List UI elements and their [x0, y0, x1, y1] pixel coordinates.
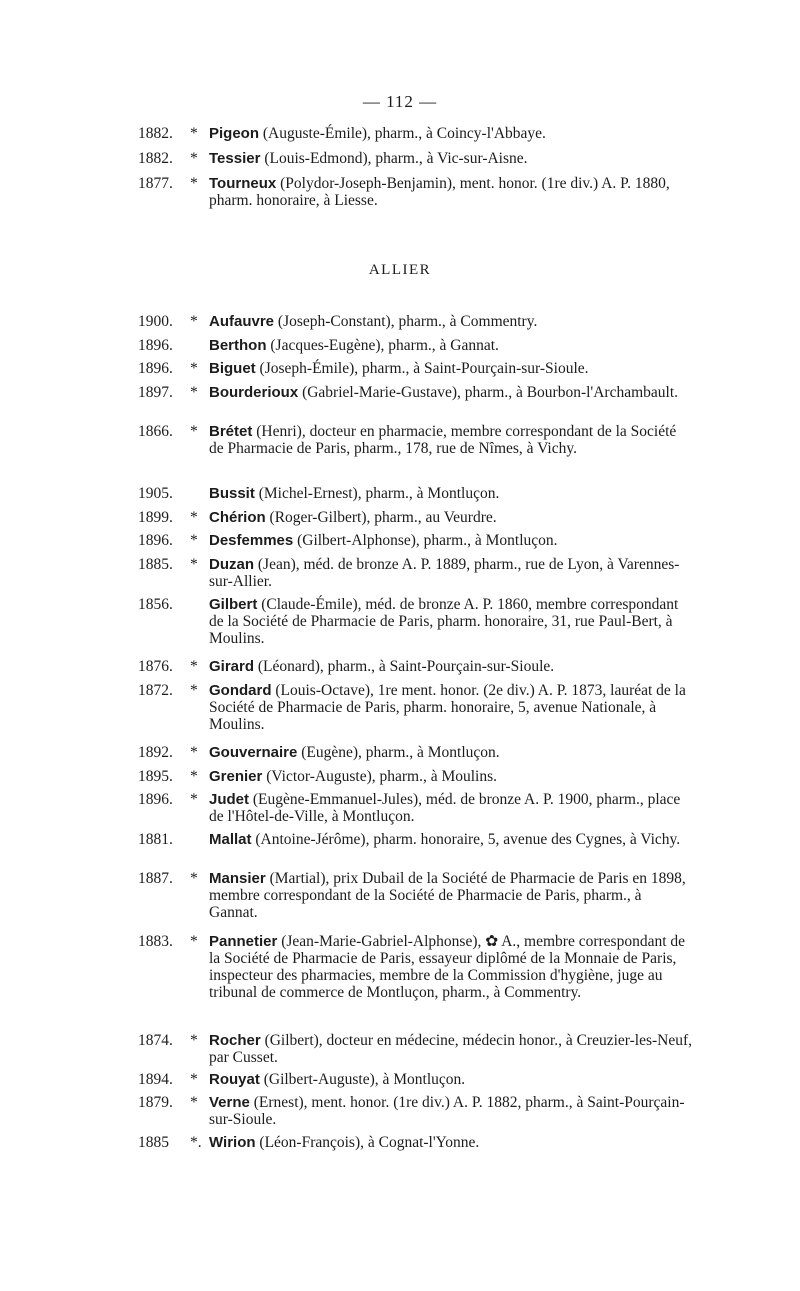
entry-name: Gilbert [209, 596, 258, 613]
entry-year: 1896. [138, 532, 173, 549]
entry-description: (Eugène-Emmanuel-Jules), méd. de bronze A. P. 1900, pharm., place de l'Hôtel-de-Ville, à Montluçon. [209, 791, 681, 825]
entry-name: Verne [209, 1094, 250, 1111]
entry-star: * [190, 150, 198, 167]
entry-name: Tourneux [209, 175, 277, 192]
entry-star: * [190, 744, 198, 761]
entry-description: (Gilbert-Alphonse), pharm., à Montluçon. [293, 532, 558, 549]
entry-name: Rouyat [209, 1071, 260, 1088]
entry-description: (Léon-François), à Cognat-l'Yonne. [255, 1134, 480, 1151]
entry-year: 1874. [138, 1032, 173, 1049]
entry-description: (Claude-Émile), méd. de bronze A. P. 1860, membre correspondant de la Société de Pharmacie de Paris, pharm. honoraire, 31, rue Paul-Bert, à Moulins. [209, 596, 679, 647]
entry-description: (Joseph-Émile), pharm., à Saint-Pourçain-sur-Sioule. [255, 360, 589, 377]
entry-star: * [190, 423, 198, 440]
entry-year: 1892. [138, 744, 173, 761]
entry-name: Tessier [209, 150, 261, 167]
entry-year: 1866. [138, 423, 173, 440]
entry-name: Gondard [209, 682, 272, 699]
entry-description: (Gilbert-Auguste), à Montluçon. [259, 1071, 466, 1088]
entry-name: Desfemmes [209, 532, 294, 549]
entry-star: * [190, 791, 198, 808]
entry-description: (Louis-Octave), 1re ment. honor. (2e div.) A. P. 1873, lauréat de la Société de Pharmacie de Paris, pharm. honoraire, 5, avenue Nationale, à Moulins. [209, 682, 686, 733]
entry-name: Gouvernaire [209, 744, 298, 761]
entry-star: * [190, 175, 198, 192]
entry-name: Girard [209, 658, 255, 675]
entry-year: 1899. [138, 509, 173, 526]
entry-star: * [190, 125, 198, 142]
entry-star: * [190, 933, 198, 950]
entry-star: * [190, 658, 198, 675]
entry-year: 1887. [138, 870, 173, 887]
entry-name: Chérion [209, 509, 266, 526]
entry [138, 175, 693, 226]
entry-star: * [190, 532, 198, 549]
entry [138, 384, 693, 418]
entry-year: 1856. [138, 596, 173, 613]
entry-star: * [190, 1094, 198, 1111]
entry [138, 682, 693, 750]
entry-description: (Antoine-Jérôme), pharm. honoraire, 5, avenue des Cygnes, à Vichy. [251, 831, 681, 848]
entry-year: 1885 [138, 1134, 169, 1151]
entry-year: 1896. [138, 337, 173, 354]
entry-year: 1885. [138, 556, 173, 573]
entry-year: 1872. [138, 682, 173, 699]
entry-description: (Michel-Ernest), pharm., à Montluçon. [254, 485, 500, 502]
entry-text [209, 1134, 693, 1168]
entry-description: (Gilbert), docteur en médecine, médecin honor., à Creuzier-les-Neuf, par Cusset. [209, 1032, 693, 1066]
entry-year: 1882. [138, 125, 173, 142]
entry-name: Pigeon [209, 125, 260, 142]
entry-text [209, 423, 693, 474]
entry [138, 596, 693, 664]
entry-name: Rocher [209, 1032, 261, 1049]
entry-text [209, 870, 693, 938]
entry-year: 1894. [138, 1071, 173, 1088]
entry-text [209, 175, 693, 226]
entry-year: 1905. [138, 485, 173, 502]
entry-year: 1877. [138, 175, 173, 192]
entry [138, 423, 693, 474]
entry-text [209, 384, 693, 418]
entry-year: 1896. [138, 791, 173, 808]
entry-description: (Jean-Marie-Gabriel-Alphonse), ✿ A., membre correspondant de la Société de Pharmacie de Paris, essayeur diplômé de la Monnaie de Paris, inspecteur des pharmacies, membre de la Commission d'hygiène, juge au tribunal de commerce de Montluçon, pharm., à Commentry. [209, 933, 686, 1001]
entry-star: * [190, 768, 198, 785]
entry-star: * [190, 556, 198, 573]
entry-description: (Auguste-Émile), pharm., à Coincy-l'Abbaye. [259, 125, 546, 142]
entry-star: * [190, 1071, 198, 1088]
entry-star: * [190, 509, 198, 526]
entry-name: Aufauvre [209, 313, 275, 330]
entry-star: * [190, 360, 198, 377]
entry-description: (Léonard), pharm., à Saint-Pourçain-sur-Sioule. [254, 658, 555, 675]
entry-text [209, 933, 693, 1018]
entry-year: 1876. [138, 658, 173, 675]
entry-text [209, 831, 693, 865]
entry-year: 1881. [138, 831, 173, 848]
entry-star: * [190, 313, 198, 330]
entry-name: Pannetier [209, 933, 278, 950]
entry-year: 1895. [138, 768, 173, 785]
entry-description: (Polydor-Joseph-Benjamin), ment. honor. (1re div.) A. P. 1880, pharm. honoraire, à Liesse. [209, 175, 670, 209]
entry-name: Judet [209, 791, 250, 808]
entry-star: * [190, 870, 198, 887]
entry-star: *. [190, 1134, 202, 1151]
entry-name: Mallat [209, 831, 252, 848]
entry-name: Wirion [209, 1134, 256, 1151]
entry-star: * [190, 1032, 198, 1049]
entry-name: Biguet [209, 360, 256, 377]
entry-description: (Gabriel-Marie-Gustave), pharm., à Bourbon-l'Archambault. [298, 384, 679, 401]
entry-year: 1883. [138, 933, 173, 950]
entry-year: 1900. [138, 313, 173, 330]
entry-star: * [190, 384, 198, 401]
entry-description: (Joseph-Constant), pharm., à Commentry. [274, 313, 538, 330]
entry [138, 933, 693, 1018]
entry-name: Bussit [209, 485, 255, 502]
entry-name: Brétet [209, 423, 253, 440]
entry-year: 1882. [138, 150, 173, 167]
entry-description: (Victor-Auguste), pharm., à Moulins. [262, 768, 498, 785]
entry-year: 1879. [138, 1094, 173, 1111]
entry-year: 1896. [138, 360, 173, 377]
entry-name: Grenier [209, 768, 263, 785]
entry [138, 831, 693, 865]
entry-description: (Louis-Edmond), pharm., à Vic-sur-Aisne. [260, 150, 528, 167]
entry-description: (Jacques-Eugène), pharm., à Gannat. [266, 337, 499, 354]
entry-description: (Henri), docteur en pharmacie, membre correspondant de la Société de Pharmacie de Paris, pharm., 178, rue de Nîmes, à Vichy. [209, 423, 677, 457]
entry-description: (Eugène), pharm., à Montluçon. [297, 744, 500, 761]
entry-year: 1897. [138, 384, 173, 401]
entry-description: (Ernest), ment. honor. (1re div.) A. P. 1882, pharm., à Saint-Pourçain-sur-Sioule. [209, 1094, 685, 1128]
entry-text [209, 682, 693, 750]
entry [138, 1134, 693, 1168]
entry-name: Mansier [209, 870, 266, 887]
section-title: ALLIER [368, 262, 432, 278]
entry-name: Bourderioux [209, 384, 299, 401]
entry-description: (Roger-Gilbert), pharm., au Veurdre. [265, 509, 497, 526]
entry-name: Duzan [209, 556, 254, 573]
entry-name: Berthon [209, 337, 267, 354]
page-number: — 112 — [362, 92, 438, 111]
entry [138, 870, 693, 938]
entry-text [209, 596, 693, 664]
entry-description: (Jean), méd. de bronze A. P. 1889, pharm., rue de Lyon, à Varennes-sur-Allier. [209, 556, 680, 590]
entry-star: * [190, 682, 198, 699]
entry-description: (Martial), prix Dubail de la Société de Pharmacie de Paris en 1898, membre correspondant de la Société de Pharmacie de Paris, pharm., à Gannat. [209, 870, 686, 921]
